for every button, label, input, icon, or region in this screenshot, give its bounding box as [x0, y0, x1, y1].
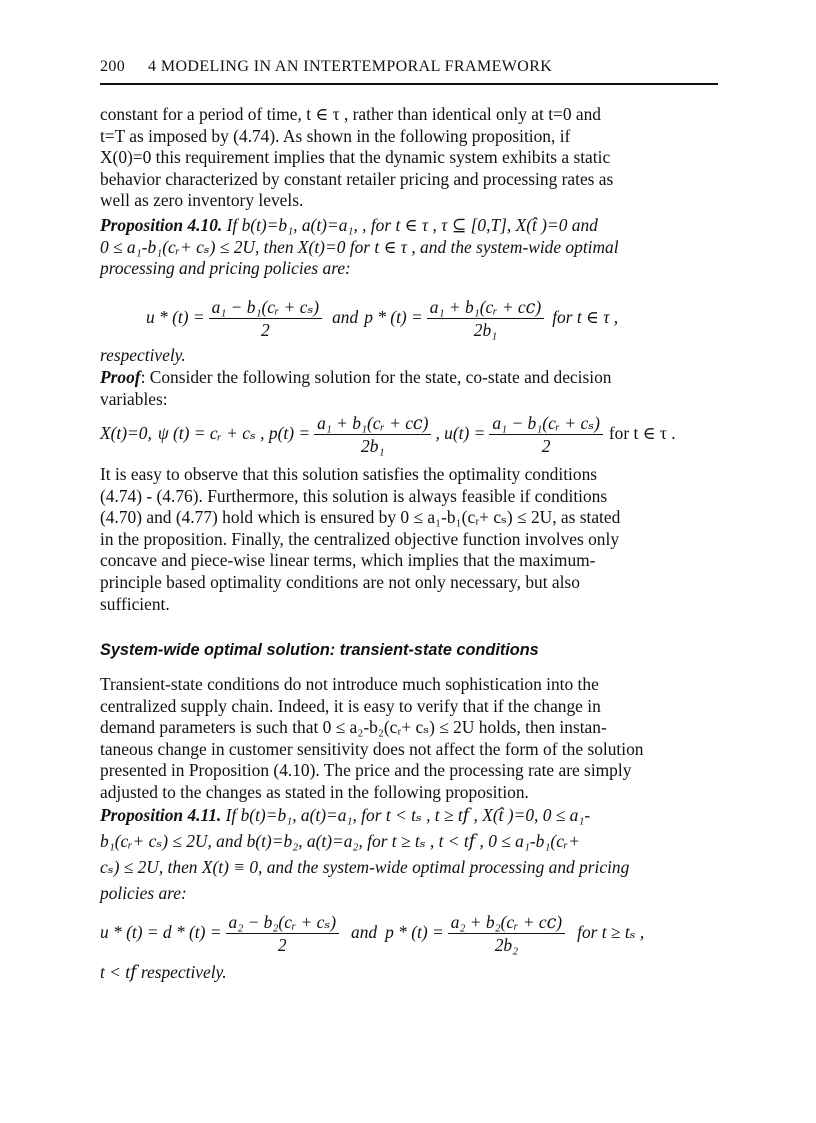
header-rule	[100, 83, 718, 85]
fraction-numerator: a₁ + b₁(cᵣ + c𝑐)	[314, 413, 431, 435]
equation-lhs: u * (t) = d * (t) =	[100, 922, 222, 943]
equation-connector: and	[351, 922, 378, 943]
proposition-text: processing and pricing policies are:	[100, 258, 351, 279]
intro-paragraph	[100, 104, 716, 212]
proposition-text: 0 ≤ a₁-b₁(cᵣ+ cₛ) ≤ 2U, then X(t)=0 for t ∈ τ , and the system-wide optimal	[100, 236, 619, 257]
proposition-text: cₛ) ≤ 2U, then X(t) ≡ 0, and the system-wide optimal processing and pricing	[100, 857, 630, 877]
page-number: 200	[100, 58, 126, 75]
text-line: It is easy to observe that this solution satisfies the optimality conditions	[100, 464, 598, 484]
text-line: sufficient.	[100, 593, 170, 614]
proposition-text: b₁(cᵣ+ cₛ) ≤ 2U, and b(t)=b₂, a(t)=a₂, for t ≥ tₛ , t < t𝑓 , 0 ≤ a₁-b₁(cᵣ+	[100, 831, 580, 851]
fraction-numerator: a₁ − b₁(cᵣ + cₛ)	[489, 413, 603, 435]
text-line: principle based optimality conditions are not only necessary, but also	[100, 571, 580, 592]
fraction-denominator: 2	[541, 435, 551, 456]
text-line: centralized supply chain. Indeed, it is easy to verify that if the change in	[100, 695, 601, 716]
equation-condition: for t ∈ τ ,	[552, 307, 619, 328]
section-heading: System-wide optimal solution: transient-state conditions	[100, 641, 539, 659]
proof-text: : Consider the following solution for the state, co-state and decision	[140, 367, 612, 387]
text-line: well as zero inventory levels.	[100, 190, 304, 211]
fraction-denominator: 2b₂	[494, 934, 519, 955]
fraction	[209, 297, 323, 340]
equation-term: X(t)=0,	[100, 423, 152, 444]
equation-condition: for t ≥ tₛ ,	[577, 922, 645, 943]
equation-lhs: p * (t) =	[385, 922, 444, 943]
running-header	[100, 56, 718, 78]
proposition-4-10	[100, 215, 716, 280]
proposition-text: If b(t)=b₁, a(t)=a₁, , for t ∈ τ , τ ⊆ [0,T], X(t̂ )=0 and	[226, 215, 598, 235]
fraction-numerator: a₂ + b₂(cᵣ + c𝑐)	[448, 912, 565, 934]
fraction-numerator: a₂ − b₂(cᵣ + cₛ)	[226, 912, 340, 934]
text-line: t=T as imposed by (4.74). As shown in the following proposition, if	[100, 125, 571, 146]
proof-text: variables:	[100, 388, 168, 409]
fraction-numerator: a₁ − b₁(cᵣ + cₛ)	[209, 297, 323, 319]
equation-term: ψ (t) = cᵣ + cₛ , p(t) =	[157, 423, 311, 444]
text-line: (4.74) - (4.76). Furthermore, this solution is always feasible if conditions	[100, 485, 608, 506]
fraction	[314, 413, 431, 456]
equation-proof	[100, 406, 716, 462]
fraction	[448, 912, 565, 955]
text-line: adjusted to the changes as stated in the following proposition.	[100, 781, 529, 802]
text-line: taneous change in customer sensitivity does not affect the form of the solution	[100, 738, 644, 759]
text-line: X(0)=0 this requirement implies that the dynamic system exhibits a static	[100, 147, 611, 168]
fraction-denominator: 2b₁	[473, 319, 498, 340]
fraction-numerator: a₁ + b₁(cᵣ + c𝑐)	[427, 297, 544, 319]
equation-lhs: u * (t) =	[146, 307, 205, 328]
text-line: constant for a period of time, t ∈ τ , rather than identical only at t=0 and	[100, 104, 601, 124]
text-line: concave and piece-wise linear terms, which implies that the maximum-	[100, 550, 596, 571]
proposition-4-11	[100, 802, 716, 906]
proof-block	[100, 367, 716, 410]
equation-lhs: p * (t) =	[364, 307, 423, 328]
fraction	[226, 912, 340, 955]
proposition-text: policies are:	[100, 883, 187, 903]
text-line: demand parameters is such that 0 ≤ a₂-b₂(cᵣ+ cₛ) ≤ 2U holds, then instan-	[100, 717, 607, 738]
equation-connector: and	[332, 307, 359, 328]
fraction	[427, 297, 544, 340]
fraction	[489, 413, 603, 456]
transient-paragraph	[100, 674, 716, 804]
chapter-title: 4 MODELING IN AN INTERTEMPORAL FRAMEWORK	[148, 58, 553, 75]
equation-term: , u(t) =	[435, 423, 486, 444]
proof-paragraph	[100, 464, 716, 615]
text-line: (4.70) and (4.77) hold which is ensured by 0 ≤ a₁-b₁(cᵣ+ cₛ) ≤ 2U, as stated	[100, 507, 621, 528]
fraction-denominator: 2	[261, 319, 270, 340]
text-line: Transient-state conditions do not introduce much sophistication into the	[100, 674, 599, 694]
proposition-after: respectively.	[100, 345, 186, 365]
fraction-denominator: 2	[277, 934, 287, 955]
proof-label: Proof	[100, 367, 141, 387]
text-line: presented in Proposition (4.10). The price and the processing rate are simply	[100, 760, 632, 781]
proposition-label: Proposition 4.10.	[100, 215, 223, 235]
text-line: in the proposition. Finally, the centralized objective function involves only	[100, 528, 620, 549]
proposition-after: t < t𝑓 respectively.	[100, 962, 227, 982]
proposition-label: Proposition 4.11.	[100, 805, 222, 825]
proposition-text: If b(t)=b₁, a(t)=a₁, for t < tₛ , t ≥ t𝑓 , X(t̂ )=0, 0 ≤ a₁-	[225, 805, 591, 825]
text-line: behavior characterized by constant retailer pricing and processing rates as	[100, 168, 614, 189]
fraction-denominator: 2b₁	[361, 435, 385, 456]
equation-prop-4-10	[100, 290, 716, 346]
equation-condition: for t ∈ τ .	[608, 423, 676, 444]
equation-prop-4-11	[100, 905, 716, 961]
